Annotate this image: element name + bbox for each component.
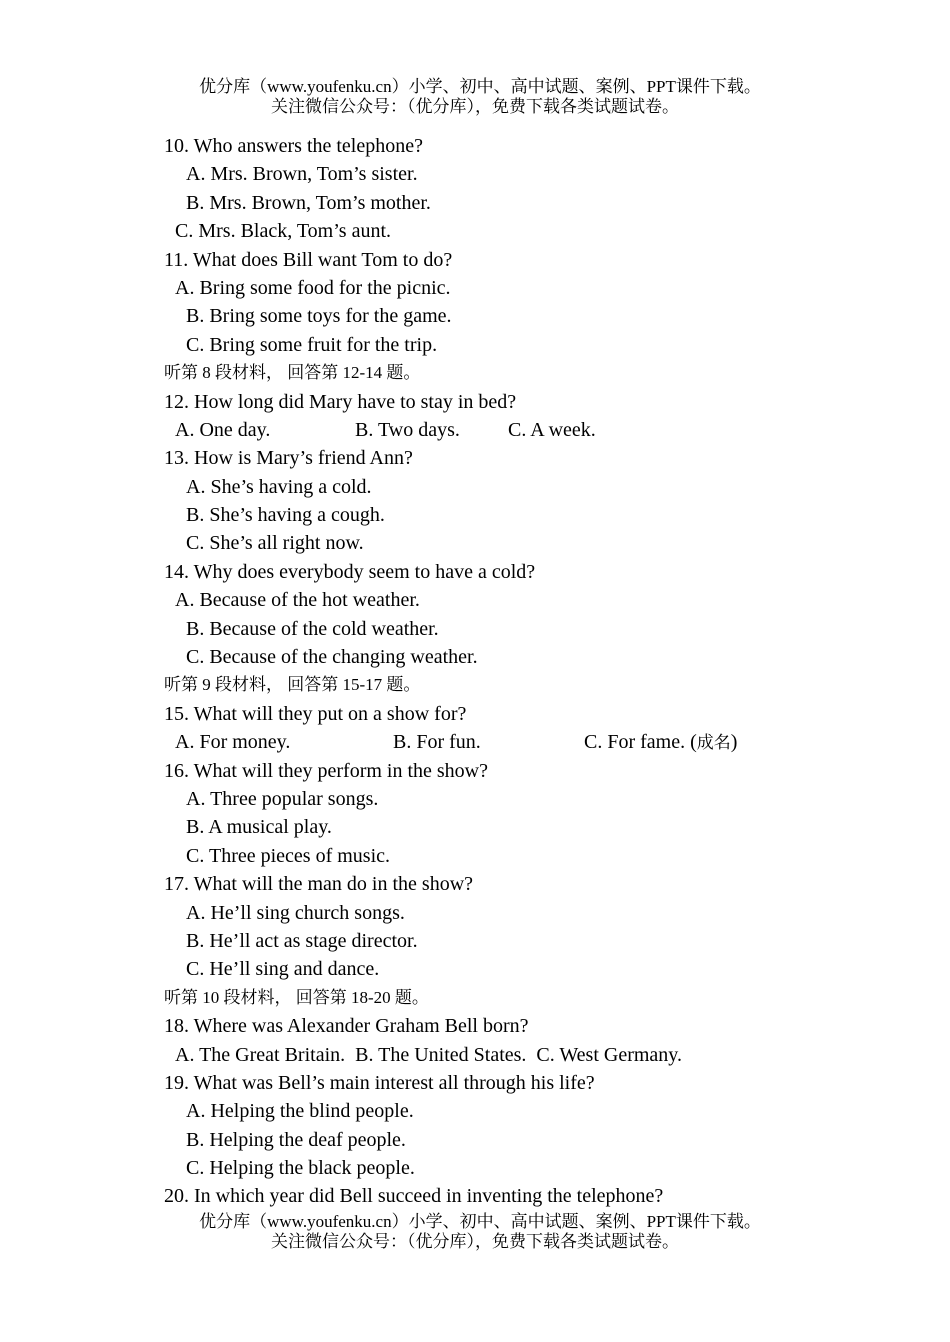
question-16-option-b: B. A musical play. — [186, 816, 332, 839]
question-14-option-b: B. Because of the cold weather. — [186, 617, 439, 640]
question-10-option-a: A. Mrs. Brown, Tom’s sister. — [186, 163, 418, 186]
question-15-option-b: B. For fun. — [393, 731, 481, 754]
question-13-option-b: B. She’s having a cough. — [186, 504, 385, 527]
question-19-option-b: B. Helping the deaf people. — [186, 1128, 406, 1151]
question-12: 12. How long did Mary have to stay in bed? — [164, 390, 517, 413]
question-15-options — [0, 728, 950, 756]
question-17: 17. What will the man do in the show? — [164, 873, 474, 896]
question-12-option-a: A. One day. — [175, 418, 271, 441]
question-16: 16. What will they perform in the show? — [164, 759, 489, 782]
page-footer — [0, 1212, 950, 1252]
question-15-option-c-note: 成名 — [696, 733, 731, 753]
question-12-option-b: B. Two days. — [355, 418, 460, 441]
question-12-option-c: C. A week. — [508, 418, 596, 441]
question-10-option-c: C. Mrs. Black, Tom’s aunt. — [175, 220, 392, 243]
question-list — [0, 132, 950, 1211]
question-19-option-c: C. Helping the black people. — [186, 1157, 415, 1180]
question-19: 19. What was Bell’s main interest all through his life? — [164, 1071, 595, 1094]
question-16-option-c: C. Three pieces of music. — [186, 844, 391, 867]
question-15-option-c-text: C. For fame. ( — [584, 731, 697, 754]
question-12-options — [0, 416, 950, 444]
question-10: 10. Who answers the telephone? — [164, 135, 423, 157]
question-20: 20. In which year did Bell succeed in inventing the telephone? — [164, 1185, 664, 1208]
question-14-option-c: C. Because of the changing weather. — [186, 646, 478, 669]
question-13: 13. How is Mary’s friend Ann? — [164, 447, 413, 470]
question-13-option-a: A. She’s having a cold. — [186, 475, 372, 498]
footer-line-1: 优分库（www.youfenku.cn）小学、初中、高中试题、案例、PPT课件下载。 — [199, 1212, 761, 1231]
question-11: 11. What does Bill want Tom to do? — [164, 248, 453, 271]
section-10-instruction: 听第 10 段材料， 回答第 18-20 题。 — [164, 987, 429, 1007]
question-14-option-a: A. Because of the hot weather. — [175, 589, 420, 612]
section-8-instruction: 听第 8 段材料， 回答第 12-14 题。 — [164, 363, 421, 383]
question-13-option-c: C. She’s all right now. — [186, 532, 364, 555]
question-17-option-a: A. He’ll sing church songs. — [186, 901, 405, 924]
header-line-2: 关注微信公众号：（优分库），免费下载各类试题试卷。 — [271, 97, 679, 116]
question-17-option-c: C. He’ll sing and dance. — [186, 958, 380, 981]
footer-line-2: 关注微信公众号：（优分库），免费下载各类试题试卷。 — [271, 1232, 679, 1251]
question-15-option-a: A. For money. — [175, 731, 291, 754]
question-16-option-a: A. Three popular songs. — [186, 787, 379, 810]
header-line-1: 优分库（www.youfenku.cn）小学、初中、高中试题、案例、PPT课件下载。 — [199, 77, 761, 96]
question-11-option-c: C. Bring some fruit for the trip. — [186, 333, 438, 356]
question-11-option-b: B. Bring some toys for the game. — [186, 305, 452, 328]
question-15-option-c-close: ) — [730, 731, 738, 754]
section-9-instruction: 听第 9 段材料， 回答第 15-17 题。 — [164, 675, 421, 695]
question-15: 15. What will they put on a show for? — [164, 702, 467, 725]
question-18: 18. Where was Alexander Graham Bell born? — [164, 1015, 529, 1038]
question-19-option-a: A. Helping the blind people. — [186, 1100, 414, 1123]
page-header — [0, 77, 950, 117]
question-10-option-b: B. Mrs. Brown, Tom’s mother. — [186, 191, 431, 214]
question-15-option-c — [584, 728, 737, 757]
question-17-option-b: B. He’ll act as stage director. — [186, 929, 418, 952]
question-14: 14. Why does everybody seem to have a cold? — [164, 560, 536, 583]
question-18-options: A. The Great Britain. B. The United States. C. West Germany. — [175, 1043, 683, 1066]
question-11-option-a: A. Bring some food for the picnic. — [175, 276, 451, 299]
